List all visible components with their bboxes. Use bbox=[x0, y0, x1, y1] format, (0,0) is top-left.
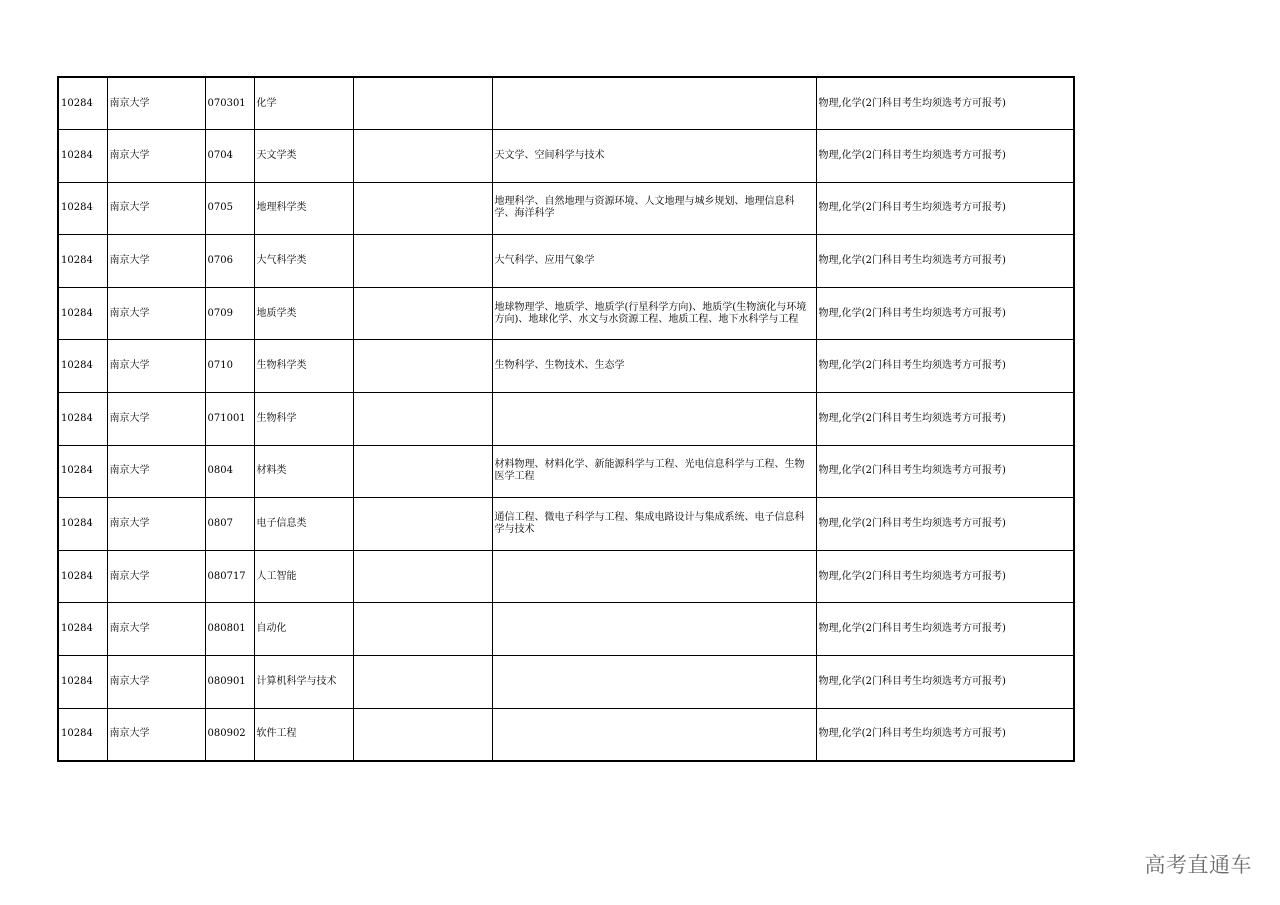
college-code-cell: 10284 bbox=[58, 287, 107, 340]
included-majors-cell: 生物科学、生物技术、生态学 bbox=[492, 340, 816, 393]
university-name-cell: 南京大学 bbox=[107, 550, 205, 603]
major-name-cell: 大气科学类 bbox=[254, 235, 353, 288]
included-majors-cell bbox=[492, 393, 816, 446]
included-majors-cell: 通信工程、微电子科学与工程、集成电路设计与集成系统、电子信息科学与技术 bbox=[492, 498, 816, 551]
major-name-cell: 材料类 bbox=[254, 445, 353, 498]
empty-cell bbox=[353, 550, 492, 603]
table-row bbox=[58, 235, 1074, 288]
watermark-text: 高考直通车 bbox=[1144, 853, 1252, 877]
college-code-cell: 10284 bbox=[58, 130, 107, 183]
subject-requirement-cell: 物理,化学(2门科目考生均须选考方可报考) bbox=[816, 340, 1074, 393]
subject-requirement-cell: 物理,化学(2门科目考生均须选考方可报考) bbox=[816, 235, 1074, 288]
majors-table bbox=[57, 76, 1075, 762]
subject-requirement-cell: 物理,化学(2门科目考生均须选考方可报考) bbox=[816, 182, 1074, 235]
major-code-cell: 0709 bbox=[205, 287, 254, 340]
empty-cell bbox=[353, 182, 492, 235]
university-name-cell: 南京大学 bbox=[107, 656, 205, 709]
major-code-cell: 080902 bbox=[205, 708, 254, 761]
subject-requirement-cell: 物理,化学(2门科目考生均须选考方可报考) bbox=[816, 445, 1074, 498]
subject-requirement-cell: 物理,化学(2门科目考生均须选考方可报考) bbox=[816, 287, 1074, 340]
major-name-cell: 软件工程 bbox=[254, 708, 353, 761]
empty-cell bbox=[353, 445, 492, 498]
major-code-cell: 0706 bbox=[205, 235, 254, 288]
empty-cell bbox=[353, 498, 492, 551]
empty-cell bbox=[353, 656, 492, 709]
college-code-cell: 10284 bbox=[58, 340, 107, 393]
included-majors-cell bbox=[492, 77, 816, 130]
college-code-cell: 10284 bbox=[58, 77, 107, 130]
college-code-cell: 10284 bbox=[58, 235, 107, 288]
university-name-cell: 南京大学 bbox=[107, 603, 205, 656]
included-majors-cell: 地理科学、自然地理与资源环境、人文地理与城乡规划、地理信息科学、海洋科学 bbox=[492, 182, 816, 235]
included-majors-cell bbox=[492, 708, 816, 761]
major-code-cell: 080801 bbox=[205, 603, 254, 656]
subject-requirement-cell: 物理,化学(2门科目考生均须选考方可报考) bbox=[816, 498, 1074, 551]
university-name-cell: 南京大学 bbox=[107, 708, 205, 761]
university-name-cell: 南京大学 bbox=[107, 287, 205, 340]
major-code-cell: 0705 bbox=[205, 182, 254, 235]
empty-cell bbox=[353, 708, 492, 761]
empty-cell bbox=[353, 130, 492, 183]
major-name-cell: 生物科学 bbox=[254, 393, 353, 446]
major-code-cell: 080901 bbox=[205, 656, 254, 709]
college-code-cell: 10284 bbox=[58, 603, 107, 656]
university-name-cell: 南京大学 bbox=[107, 182, 205, 235]
university-name-cell: 南京大学 bbox=[107, 498, 205, 551]
table-body bbox=[58, 77, 1074, 761]
subject-requirement-cell: 物理,化学(2门科目考生均须选考方可报考) bbox=[816, 550, 1074, 603]
table-row bbox=[58, 603, 1074, 656]
major-code-cell: 0710 bbox=[205, 340, 254, 393]
table-row bbox=[58, 340, 1074, 393]
table-row bbox=[58, 130, 1074, 183]
college-code-cell: 10284 bbox=[58, 656, 107, 709]
university-name-cell: 南京大学 bbox=[107, 235, 205, 288]
major-code-cell: 0804 bbox=[205, 445, 254, 498]
empty-cell bbox=[353, 287, 492, 340]
included-majors-cell bbox=[492, 603, 816, 656]
included-majors-cell bbox=[492, 550, 816, 603]
university-name-cell: 南京大学 bbox=[107, 393, 205, 446]
table-row bbox=[58, 182, 1074, 235]
university-name-cell: 南京大学 bbox=[107, 340, 205, 393]
major-name-cell: 电子信息类 bbox=[254, 498, 353, 551]
table-row bbox=[58, 393, 1074, 446]
major-name-cell: 地质学类 bbox=[254, 287, 353, 340]
college-code-cell: 10284 bbox=[58, 445, 107, 498]
major-name-cell: 人工智能 bbox=[254, 550, 353, 603]
college-code-cell: 10284 bbox=[58, 498, 107, 551]
table-row bbox=[58, 708, 1074, 761]
included-majors-cell bbox=[492, 656, 816, 709]
subject-requirement-cell: 物理,化学(2门科目考生均须选考方可报考) bbox=[816, 656, 1074, 709]
included-majors-cell: 大气科学、应用气象学 bbox=[492, 235, 816, 288]
major-name-cell: 计算机科学与技术 bbox=[254, 656, 353, 709]
table-row bbox=[58, 445, 1074, 498]
empty-cell bbox=[353, 235, 492, 288]
major-name-cell: 地理科学类 bbox=[254, 182, 353, 235]
university-name-cell: 南京大学 bbox=[107, 130, 205, 183]
major-code-cell: 0807 bbox=[205, 498, 254, 551]
university-name-cell: 南京大学 bbox=[107, 77, 205, 130]
subject-requirement-cell: 物理,化学(2门科目考生均须选考方可报考) bbox=[816, 603, 1074, 656]
empty-cell bbox=[353, 393, 492, 446]
subject-requirement-cell: 物理,化学(2门科目考生均须选考方可报考) bbox=[816, 708, 1074, 761]
college-code-cell: 10284 bbox=[58, 708, 107, 761]
table-row bbox=[58, 287, 1074, 340]
major-name-cell: 天文学类 bbox=[254, 130, 353, 183]
college-code-cell: 10284 bbox=[58, 182, 107, 235]
major-name-cell: 自动化 bbox=[254, 603, 353, 656]
table-row bbox=[58, 550, 1074, 603]
included-majors-cell: 天文学、空间科学与技术 bbox=[492, 130, 816, 183]
included-majors-cell: 材料物理、材料化学、新能源科学与工程、光电信息科学与工程、生物医学工程 bbox=[492, 445, 816, 498]
table-row bbox=[58, 77, 1074, 130]
major-code-cell: 080717 bbox=[205, 550, 254, 603]
major-code-cell: 071001 bbox=[205, 393, 254, 446]
major-name-cell: 生物科学类 bbox=[254, 340, 353, 393]
major-code-cell: 070301 bbox=[205, 77, 254, 130]
subject-requirement-cell: 物理,化学(2门科目考生均须选考方可报考) bbox=[816, 77, 1074, 130]
major-code-cell: 0704 bbox=[205, 130, 254, 183]
subject-requirement-cell: 物理,化学(2门科目考生均须选考方可报考) bbox=[816, 393, 1074, 446]
table-row bbox=[58, 498, 1074, 551]
empty-cell bbox=[353, 340, 492, 393]
empty-cell bbox=[353, 77, 492, 130]
included-majors-cell: 地球物理学、地质学、地质学(行星科学方向)、地质学(生物演化与环境方向)、地球化学、水文与水资源工程、地质工程、地下水科学与工程 bbox=[492, 287, 816, 340]
table-row bbox=[58, 656, 1074, 709]
university-name-cell: 南京大学 bbox=[107, 445, 205, 498]
empty-cell bbox=[353, 603, 492, 656]
major-name-cell: 化学 bbox=[254, 77, 353, 130]
college-code-cell: 10284 bbox=[58, 550, 107, 603]
subject-requirement-cell: 物理,化学(2门科目考生均须选考方可报考) bbox=[816, 130, 1074, 183]
college-code-cell: 10284 bbox=[58, 393, 107, 446]
